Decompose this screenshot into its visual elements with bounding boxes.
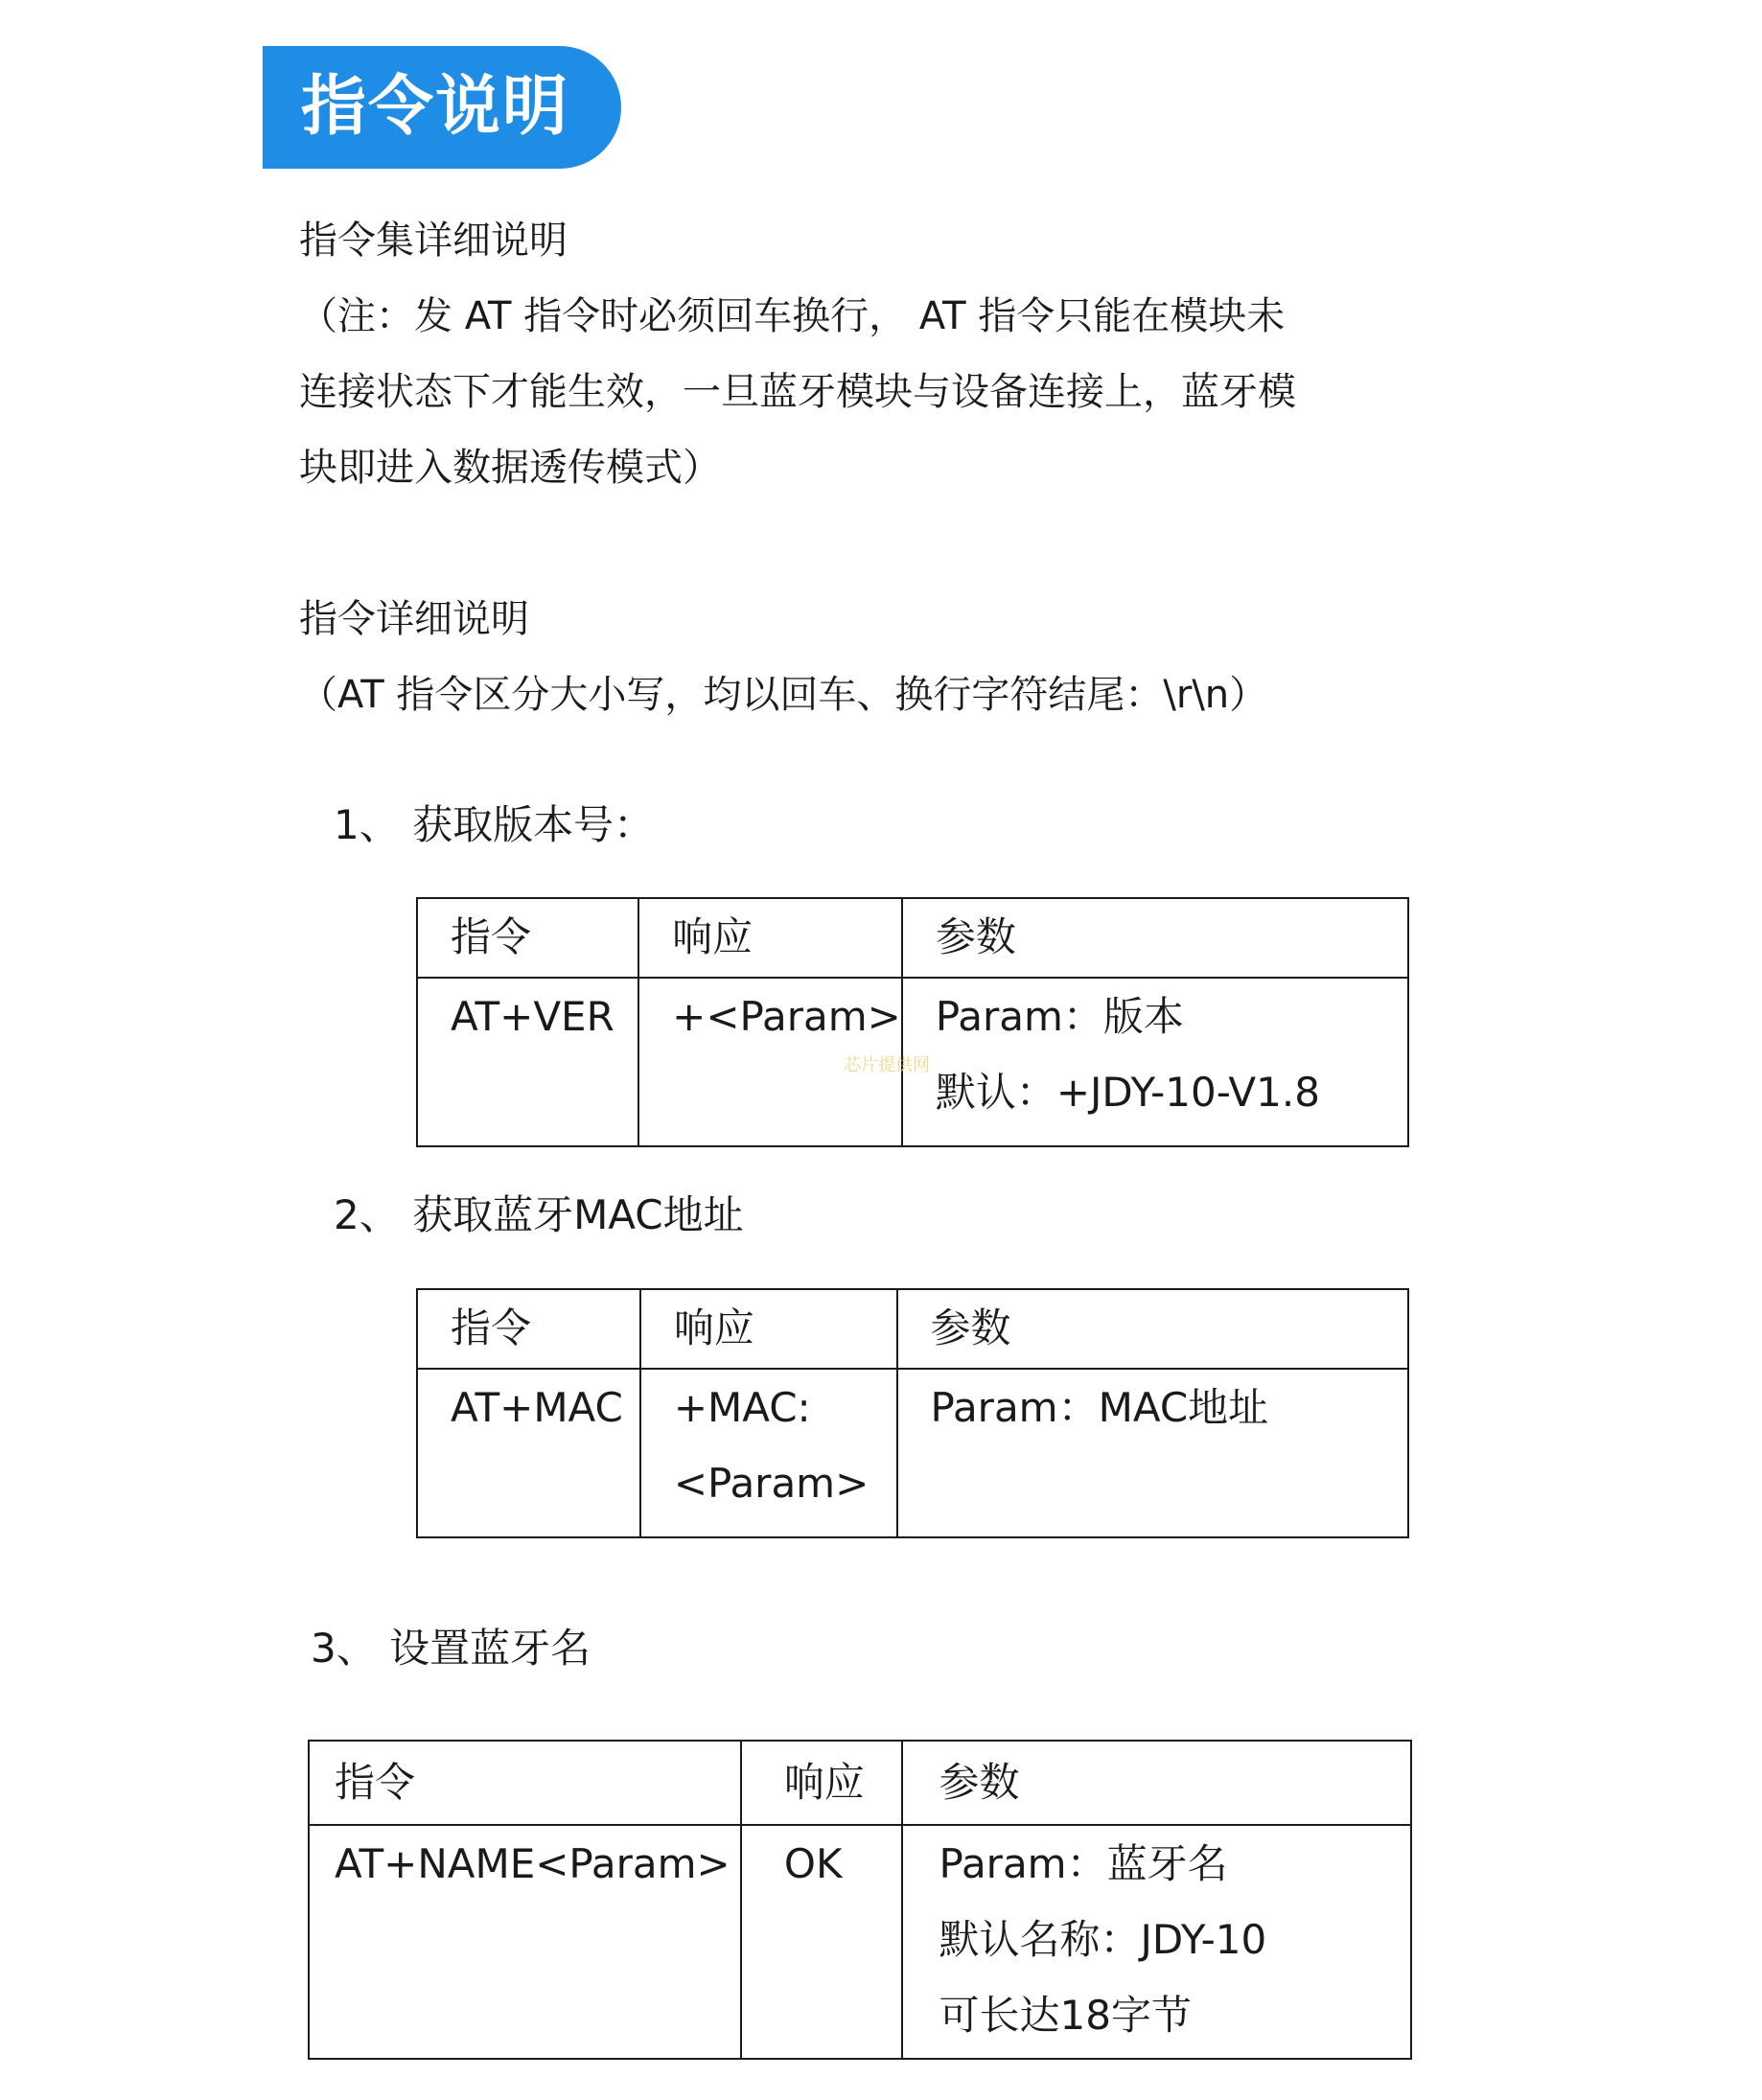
header-param: 参数 [902, 1741, 1412, 1825]
command-text: AT+VER [451, 993, 614, 1040]
intro-note-line-1: （注：发 AT 指令时必须回车换行， AT 指令只能在模块未 [299, 294, 1286, 338]
command-text: AT+NAME<Param> [335, 1840, 730, 1887]
header-command: 指令 [417, 898, 638, 978]
header-param: 参数 [902, 898, 1408, 978]
command-text: AT+MAC [451, 1384, 623, 1431]
response-line: OK [783, 1840, 843, 1887]
section-2-table [416, 1288, 1409, 1538]
intro-note-line-2: 连接状态下才能生效，一旦蓝牙模块与设备连接上，蓝牙模 [299, 370, 1296, 414]
param-line: Param：蓝牙名 [939, 1840, 1228, 1887]
table-row [309, 1825, 1411, 2059]
section-3-table [308, 1740, 1412, 2060]
param-line: 可长达18字节 [939, 1992, 1192, 2039]
cell-command [309, 1825, 741, 2059]
response-line: +<Param> [672, 993, 901, 1040]
header-response: 响应 [638, 898, 902, 978]
header-command: 指令 [417, 1289, 640, 1369]
param-line: 默认名称：JDY-10 [939, 1916, 1267, 1963]
param-line: Param：MAC地址 [930, 1384, 1269, 1431]
cell-command [417, 978, 638, 1146]
cell-param [902, 1825, 1412, 2059]
param-line: 默认：+JDY-10-V1.8 [935, 1069, 1320, 1116]
cell-param [897, 1369, 1409, 1537]
header-response: 响应 [741, 1741, 902, 1825]
param-line: Param：版本 [935, 993, 1184, 1040]
intro-note-line-3: 块即进入数据透传模式） [299, 446, 721, 490]
section-1-table [416, 897, 1409, 1147]
table-row [417, 1369, 1408, 1537]
page-title-banner: 指令说明 [263, 46, 621, 169]
details-heading: 指令详细说明 [299, 597, 529, 641]
cell-response [640, 1369, 897, 1537]
section-1-title: 1、 获取版本号： [334, 801, 655, 848]
cell-command [417, 1369, 640, 1537]
header-param: 参数 [897, 1289, 1409, 1369]
cell-response [741, 1825, 902, 2059]
response-line: +MAC: [673, 1384, 811, 1431]
section-3-title: 3、 设置蓝牙名 [311, 1625, 591, 1672]
table-header-row [417, 1289, 1408, 1369]
table-header-row [417, 898, 1408, 978]
details-note: （AT 指令区分大小写，均以回车、换行字符结尾：\r\n） [299, 673, 1268, 717]
watermark-text: 芯片提供网 [844, 1055, 930, 1075]
cell-param [902, 978, 1408, 1146]
intro-heading: 指令集详细说明 [299, 219, 568, 263]
response-line: <Param> [673, 1460, 869, 1507]
header-command: 指令 [309, 1741, 741, 1825]
table-header-row [309, 1741, 1411, 1825]
section-2-title: 2、 获取蓝牙MAC地址 [334, 1191, 744, 1238]
header-response: 响应 [640, 1289, 897, 1369]
